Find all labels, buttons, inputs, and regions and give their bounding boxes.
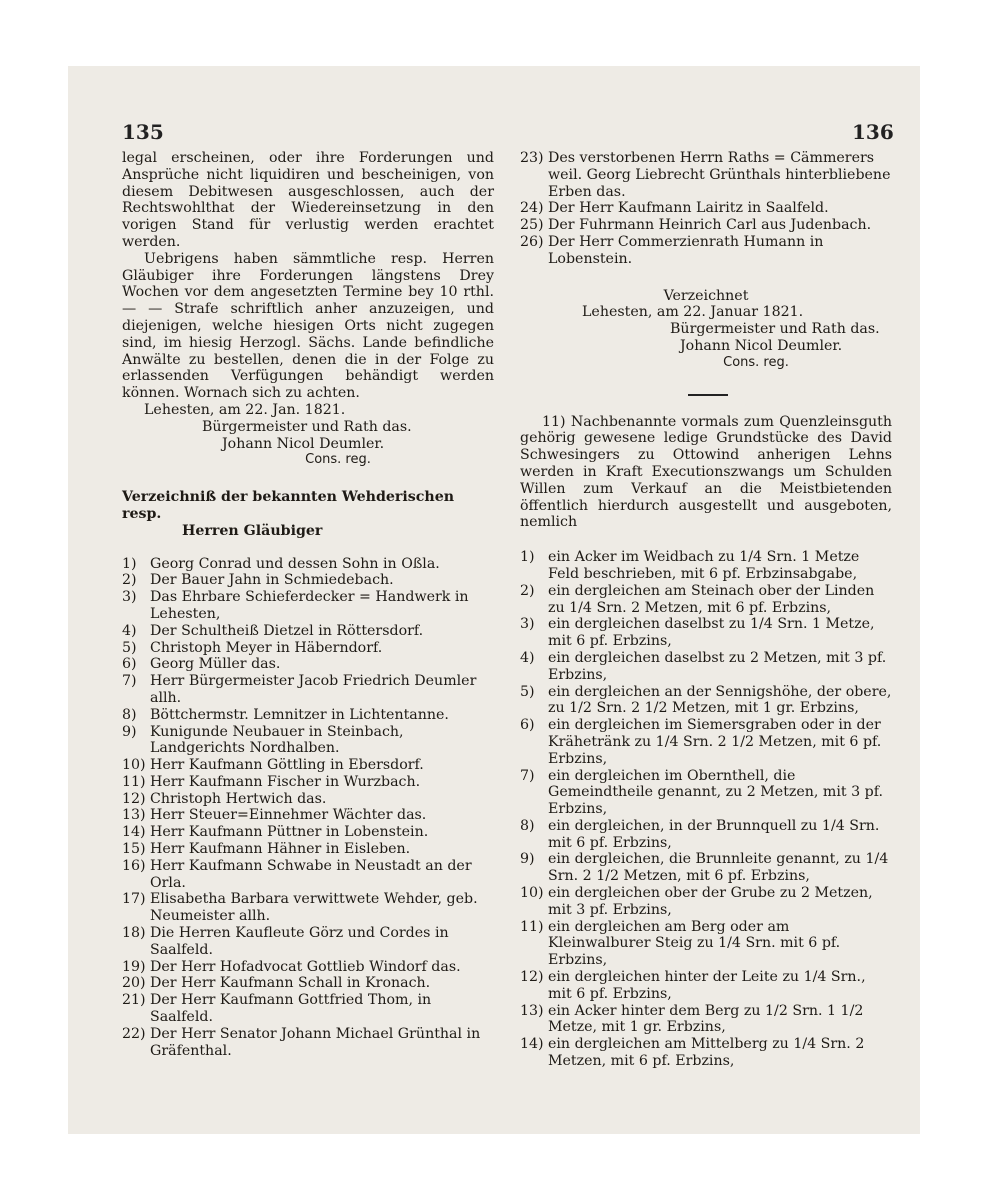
parcel-item bbox=[520, 818, 892, 852]
list-item-number: 1) bbox=[520, 549, 535, 566]
list-item-number: 18) bbox=[122, 925, 146, 942]
right-authority: Bürgermeister und Rath das. bbox=[670, 321, 880, 338]
creditor-item bbox=[122, 572, 494, 589]
list-item-text: ein dergleichen im Obernthell, die Gemeindtheile genannt, zu 2 Metzen, mit 3 pf. Erbzins, bbox=[548, 767, 884, 818]
list-item-number: 9) bbox=[520, 851, 535, 868]
right-page-number: 136 bbox=[852, 120, 894, 144]
list-item-number: 15) bbox=[122, 841, 146, 858]
list-item-number: 11) bbox=[520, 918, 544, 935]
list-item-number: 13) bbox=[520, 1002, 544, 1019]
creditor-item bbox=[122, 640, 494, 657]
parcel-item bbox=[520, 684, 892, 718]
creditor-item bbox=[122, 791, 494, 808]
list-item-text: Herr Kaufmann Schwabe in Neustadt an der Orla. bbox=[150, 857, 472, 891]
list-item-text: Christoph Hertwich das. bbox=[150, 790, 327, 807]
list-item-text: ein dergleichen am Mittelberg zu 1/4 Srn. 2 Metzen, mit 6 pf. Erbzins, bbox=[548, 1036, 865, 1070]
creditor-list-heading: Verzeichniß der bekannten Wehderischen resp. bbox=[122, 489, 455, 522]
parcel-item bbox=[520, 1036, 892, 1070]
list-item-number: 21) bbox=[122, 992, 146, 1009]
list-item-number: 12) bbox=[122, 790, 146, 807]
list-item-number: 14) bbox=[520, 1036, 544, 1053]
list-item-text: Herr Kaufmann Fischer in Wurzbach. bbox=[150, 773, 421, 790]
right-verzeichnet: Verzeichnet bbox=[663, 287, 749, 304]
list-item-text: Herr Steuer=Einnehmer Wächter das. bbox=[150, 807, 427, 824]
list-item-text: ein dergleichen daselbst zu 2 Metzen, mit 3 pf. Erbzins, bbox=[548, 649, 887, 683]
list-item-text: ein dergleichen ober der Grube zu 2 Metzen, mit 3 pf. Erbzins, bbox=[548, 885, 873, 918]
parcel-item bbox=[520, 616, 892, 650]
creditor-item bbox=[122, 959, 494, 976]
creditor-item bbox=[122, 707, 494, 724]
creditor-item bbox=[122, 623, 494, 640]
left-column bbox=[122, 150, 494, 1059]
list-item-text: Der Herr Kaufmann Gottfried Thom, in Saalfeld. bbox=[150, 992, 432, 1026]
list-item-number: 16) bbox=[122, 857, 146, 874]
creditor-item bbox=[520, 217, 892, 234]
list-item-text: Der Fuhrmann Heinrich Carl aus Judenbach. bbox=[548, 217, 872, 234]
creditor-item bbox=[122, 975, 494, 992]
list-item-number: 5) bbox=[122, 639, 137, 656]
list-item-text: Der Bauer Jahn in Schmiedebach. bbox=[150, 572, 394, 589]
creditor-item bbox=[122, 891, 494, 925]
creditor-item bbox=[122, 841, 494, 858]
left-authority: Bürgermeister und Rath das. bbox=[202, 418, 412, 435]
list-item-text: Der Herr Senator Johann Michael Grünthal in Gräfenthal. bbox=[150, 1025, 481, 1059]
creditor-list bbox=[122, 556, 494, 1060]
list-item-text: ein dergleichen, in der Brunnquell zu 1/4 Srn. mit 6 pf. Erbzins, bbox=[548, 817, 880, 851]
list-item-text: Georg Conrad und dessen Sohn in Oßla. bbox=[150, 555, 440, 572]
parcel-item bbox=[520, 1003, 892, 1037]
list-item-number: 24) bbox=[520, 200, 544, 217]
list-item-number: 13) bbox=[122, 807, 146, 824]
right-column bbox=[520, 150, 892, 1070]
section-divider bbox=[688, 394, 728, 396]
parcel-item bbox=[520, 919, 892, 969]
list-item-number: 22) bbox=[122, 1025, 146, 1042]
creditor-item bbox=[520, 150, 892, 200]
list-item-number: 10) bbox=[122, 757, 146, 774]
list-item-text: Kunigunde Neubauer in Steinbach, Landgerichts Nordhalben. bbox=[150, 723, 404, 757]
left-paragraph-continuation: legal erscheinen, oder ihre Forderungen und Ansprüche nicht liquidiren und bescheinigen, von diesem Debitwesen ausgeschlossen, auch der Rechtswohlthat der Wiedereinsetzung in den vorigen Stand für verlustig werden erachtet werden. bbox=[122, 150, 494, 250]
list-item-text: Herr Kaufmann Püttner in Lobenstein. bbox=[150, 824, 429, 841]
list-item-number: 2) bbox=[520, 582, 535, 599]
list-item-number: 5) bbox=[520, 683, 535, 700]
list-item-number: 25) bbox=[520, 217, 544, 234]
list-item-text: Der Herr Kaufmann Schall in Kronach. bbox=[150, 975, 431, 992]
list-item-text: ein Acker im Weidbach zu 1/4 Srn. 1 Metze Feld beschrieben, mit 6 pf. Erbzinsabgabe, bbox=[548, 549, 860, 582]
list-item-number: 4) bbox=[122, 622, 137, 639]
right-cons-reg: Cons. reg. bbox=[723, 354, 789, 370]
list-item-number: 23) bbox=[520, 150, 544, 166]
creditor-item bbox=[122, 556, 494, 573]
creditor-item bbox=[520, 234, 892, 268]
parcel-item bbox=[520, 549, 892, 583]
parcel-list bbox=[520, 549, 892, 1070]
list-item-text: Der Herr Commerzienrath Humann in Lobenstein. bbox=[548, 233, 824, 267]
list-item-text: ein dergleichen am Berg oder am Kleinwalburer Steig zu 1/4 Srn. mit 6 pf. Erbzins, bbox=[548, 918, 841, 969]
list-item-number: 10) bbox=[520, 885, 544, 902]
parcel-item bbox=[520, 885, 892, 919]
creditor-item bbox=[122, 673, 494, 707]
list-item-text: Böttchermstr. Lemnitzer in Lichtentanne. bbox=[150, 706, 449, 723]
list-item-number: 6) bbox=[520, 717, 535, 734]
creditor-item bbox=[122, 656, 494, 673]
creditor-item bbox=[122, 589, 494, 623]
list-item-text: Herr Kaufmann Göttling in Ebersdorf. bbox=[150, 757, 424, 774]
parcel-item bbox=[520, 583, 892, 617]
parcel-item bbox=[520, 851, 892, 885]
list-item-text: Das Ehrbare Schieferdecker = Handwerk in Lehesten, bbox=[150, 589, 469, 622]
creditor-item bbox=[122, 724, 494, 758]
sale-notice: 11) Nachbenannte vormals zum Quenzleinsguth gehörig gewesene ledige Grundstücke des David Schwesingers zu Ottowind anherigen Lehns werden in Kraft Executionszwangs um Schulden Willen zum Verkauf an die Meistbietenden öffentlich hierdurch ausgestellt und ausgeboten, nemlich bbox=[520, 413, 892, 531]
creditor-list-continued bbox=[520, 150, 892, 268]
list-item-number: 4) bbox=[520, 649, 535, 666]
list-item-text: Der Schultheiß Dietzel in Röttersdorf. bbox=[150, 622, 424, 639]
list-item-text: Herr Bürgermeister Jacob Friedrich Deumler allh. bbox=[150, 673, 477, 706]
list-item-text: Des verstorbenen Herrn Raths = Cämmerers weil. Georg Liebrecht Grünthals hinterbliebene Erben das. bbox=[548, 150, 891, 200]
list-item-text: ein dergleichen an der Sennigshöhe, der obere, zu 1/2 Srn. 2 1/2 Metzen, mit 1 gr. Erbzins, bbox=[548, 683, 892, 717]
left-place-date: Lehesten, am 22. Jan. 1821. bbox=[144, 401, 346, 418]
list-item-number: 2) bbox=[122, 572, 137, 589]
parcel-item bbox=[520, 717, 892, 767]
left-page-number: 135 bbox=[122, 120, 164, 144]
list-item-number: 14) bbox=[122, 824, 146, 841]
left-cons-reg: Cons. reg. bbox=[305, 452, 371, 468]
list-item-number: 3) bbox=[520, 616, 535, 633]
left-paragraph-notice: Uebrigens haben sämmtliche resp. Herren Gläubiger ihre Forderungen längstens Drey Wochen vor dem angesetzten Termine bey 10 rthl. — — Strafe schriftlich anher anzuzeigen, und diejenigen, welche hiesigen Orts nicht zugegen sind, im hiesig Herzogl. Sächs. Lande befindliche Anwälte zu bestellen, denen die in der Folge zu erlassenden Verfügungen behändigt werden können. Wornach sich zu achten. bbox=[122, 250, 494, 402]
creditor-item bbox=[122, 824, 494, 841]
list-item-text: Elisabetha Barbara verwittwete Wehder, geb. Neumeister allh. bbox=[150, 891, 478, 925]
creditor-item bbox=[122, 858, 494, 892]
list-item-number: 17) bbox=[122, 891, 146, 908]
list-item-number: 8) bbox=[520, 817, 535, 834]
list-item-number: 7) bbox=[122, 673, 137, 690]
parcel-item bbox=[520, 768, 892, 818]
list-item-number: 3) bbox=[122, 589, 137, 606]
right-signer: Johann Nicol Deumler. bbox=[680, 337, 843, 354]
list-item-number: 9) bbox=[122, 723, 137, 740]
list-item-text: Der Herr Hofadvocat Gottlieb Windorf das. bbox=[150, 958, 461, 975]
creditor-item bbox=[122, 925, 494, 959]
list-item-number: 1) bbox=[122, 555, 137, 572]
list-item-text: ein dergleichen daselbst zu 1/4 Srn. 1 Metze, mit 6 pf. Erbzins, bbox=[548, 616, 875, 650]
creditor-item bbox=[122, 1026, 494, 1060]
list-item-number: 8) bbox=[122, 706, 137, 723]
list-item-text: ein dergleichen im Siemersgraben oder in der Krähetränk zu 1/4 Srn. 2 1/2 Metzen, mit 6 pf. Erbzins, bbox=[548, 717, 882, 767]
creditor-item bbox=[122, 757, 494, 774]
list-item-text: Herr Kaufmann Hähner in Eisleben. bbox=[150, 841, 411, 858]
creditor-item bbox=[520, 200, 892, 217]
list-item-number: 7) bbox=[520, 767, 535, 784]
list-item-number: 12) bbox=[520, 969, 544, 986]
list-item-number: 20) bbox=[122, 975, 146, 992]
list-item-number: 6) bbox=[122, 656, 137, 673]
creditor-item bbox=[122, 774, 494, 791]
list-item-text: ein Acker hinter dem Berg zu 1/2 Srn. 1 1/2 Metze, mit 1 gr. Erbzins, bbox=[548, 1002, 864, 1036]
creditor-item bbox=[122, 807, 494, 824]
list-item-number: 26) bbox=[520, 233, 544, 250]
left-signer: Johann Nicol Deumler. bbox=[222, 435, 385, 452]
list-item-text: ein dergleichen, die Brunnleite genannt, zu 1/4 Srn. 2 1/2 Metzen, mit 6 pf. Erbzins, bbox=[548, 851, 889, 885]
list-item-text: Georg Müller das. bbox=[150, 656, 281, 673]
parcel-item bbox=[520, 969, 892, 1003]
list-item-number: 19) bbox=[122, 958, 146, 975]
list-item-text: ein dergleichen am Steinach ober der Linden zu 1/4 Srn. 2 Metzen, mit 6 pf. Erbzins, bbox=[548, 582, 875, 616]
creditor-item bbox=[122, 992, 494, 1026]
list-item-text: Christoph Meyer in Häberndorf. bbox=[150, 639, 383, 656]
parcel-item bbox=[520, 650, 892, 684]
creditor-list-heading-2: Herren Gläubiger bbox=[182, 522, 323, 539]
list-item-text: Der Herr Kaufmann Lairitz in Saalfeld. bbox=[548, 200, 829, 217]
list-item-text: ein dergleichen hinter der Leite zu 1/4 Srn., mit 6 pf. Erbzins, bbox=[548, 969, 866, 1002]
right-place-date: Lehesten, am 22. Januar 1821. bbox=[582, 304, 804, 321]
list-item-number: 11) bbox=[122, 773, 146, 790]
list-item-text: Die Herren Kaufleute Görz und Cordes in Saalfeld. bbox=[150, 925, 449, 958]
